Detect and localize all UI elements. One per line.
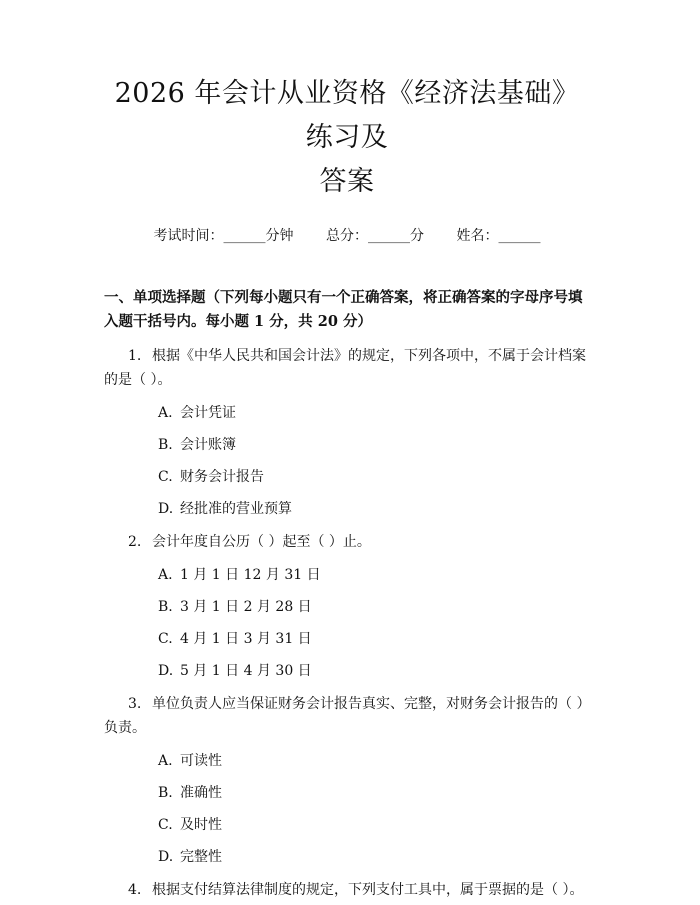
option-item — [158, 814, 590, 836]
option-letter: B. — [158, 599, 173, 615]
option-item — [158, 466, 590, 488]
option-text: 及时性 — [180, 817, 222, 833]
option-text: 可读性 — [180, 753, 222, 769]
option-letter: C. — [158, 817, 173, 833]
option-letter: B. — [158, 437, 173, 453]
question-2 — [104, 530, 590, 554]
question-number: 4. — [128, 882, 142, 898]
option-letter: D. — [158, 501, 174, 517]
option-list — [104, 750, 590, 868]
question-text: 根据《中华人民共和国会计法》的规定，下列各项中，不属于会计档案的是（ ）。 — [104, 348, 586, 388]
section-heading: 一、单项选择题（下列每小题只有一个正确答案，将正确答案的字母序号填入题干括号内。每小题 1 分，共 20 分） — [104, 289, 583, 330]
option-item — [158, 402, 590, 424]
option-item — [158, 750, 590, 772]
question-number: 2. — [128, 534, 142, 550]
option-text: 会计凭证 — [180, 405, 236, 421]
option-letter: C. — [158, 469, 173, 485]
option-text: 经批准的营业预算 — [180, 501, 292, 517]
option-letter: A. — [158, 567, 173, 583]
option-letter: D. — [158, 849, 174, 865]
question-3 — [104, 692, 590, 740]
question-number: 3. — [128, 696, 142, 712]
option-text: 会计账簿 — [180, 437, 236, 453]
option-item — [158, 596, 590, 618]
option-list — [104, 402, 590, 520]
option-text: 5 月 1 日 4 月 30 日 — [180, 663, 312, 679]
title-line-1: 2026 年会计从业资格《经济法基础》练习及 — [114, 78, 580, 153]
question-text: 根据支付结算法律制度的规定，下列支付工具中，属于票据的是（ ）。 — [152, 882, 584, 898]
exam-meta — [104, 225, 590, 247]
option-item — [158, 628, 590, 650]
question-number: 1. — [128, 348, 142, 364]
title-line-2: 答案 — [319, 166, 375, 197]
question-list — [104, 344, 590, 902]
option-text: 财务会计报告 — [180, 469, 264, 485]
option-item — [158, 846, 590, 868]
option-letter: D. — [158, 663, 174, 679]
exam-time-field: 考试时间：______分钟 — [153, 228, 294, 244]
option-item — [158, 564, 590, 586]
option-text: 1 月 1 日 12 月 31 日 — [180, 567, 321, 583]
option-letter: A. — [158, 753, 173, 769]
option-letter: B. — [158, 785, 173, 801]
option-item — [158, 498, 590, 520]
option-text: 准确性 — [180, 785, 222, 801]
name-field: 姓名：______ — [456, 228, 541, 244]
question-1 — [104, 344, 590, 392]
total-score-field: 总分：______分 — [326, 228, 424, 244]
option-item — [158, 660, 590, 682]
option-list — [104, 564, 590, 682]
option-text: 4 月 1 日 3 月 31 日 — [180, 631, 312, 647]
question-text: 单位负责人应当保证财务会计报告真实、完整，对财务会计报告的（ ）负责。 — [104, 696, 584, 736]
option-item — [158, 434, 590, 456]
option-text: 完整性 — [180, 849, 222, 865]
question-4 — [104, 878, 590, 902]
page-title — [104, 72, 590, 204]
option-letter: A. — [158, 405, 173, 421]
option-item — [158, 782, 590, 804]
option-letter: C. — [158, 631, 173, 647]
question-text: 会计年度自公历（ ）起至（ ）止。 — [152, 534, 371, 550]
option-text: 3 月 1 日 2 月 28 日 — [180, 599, 312, 615]
